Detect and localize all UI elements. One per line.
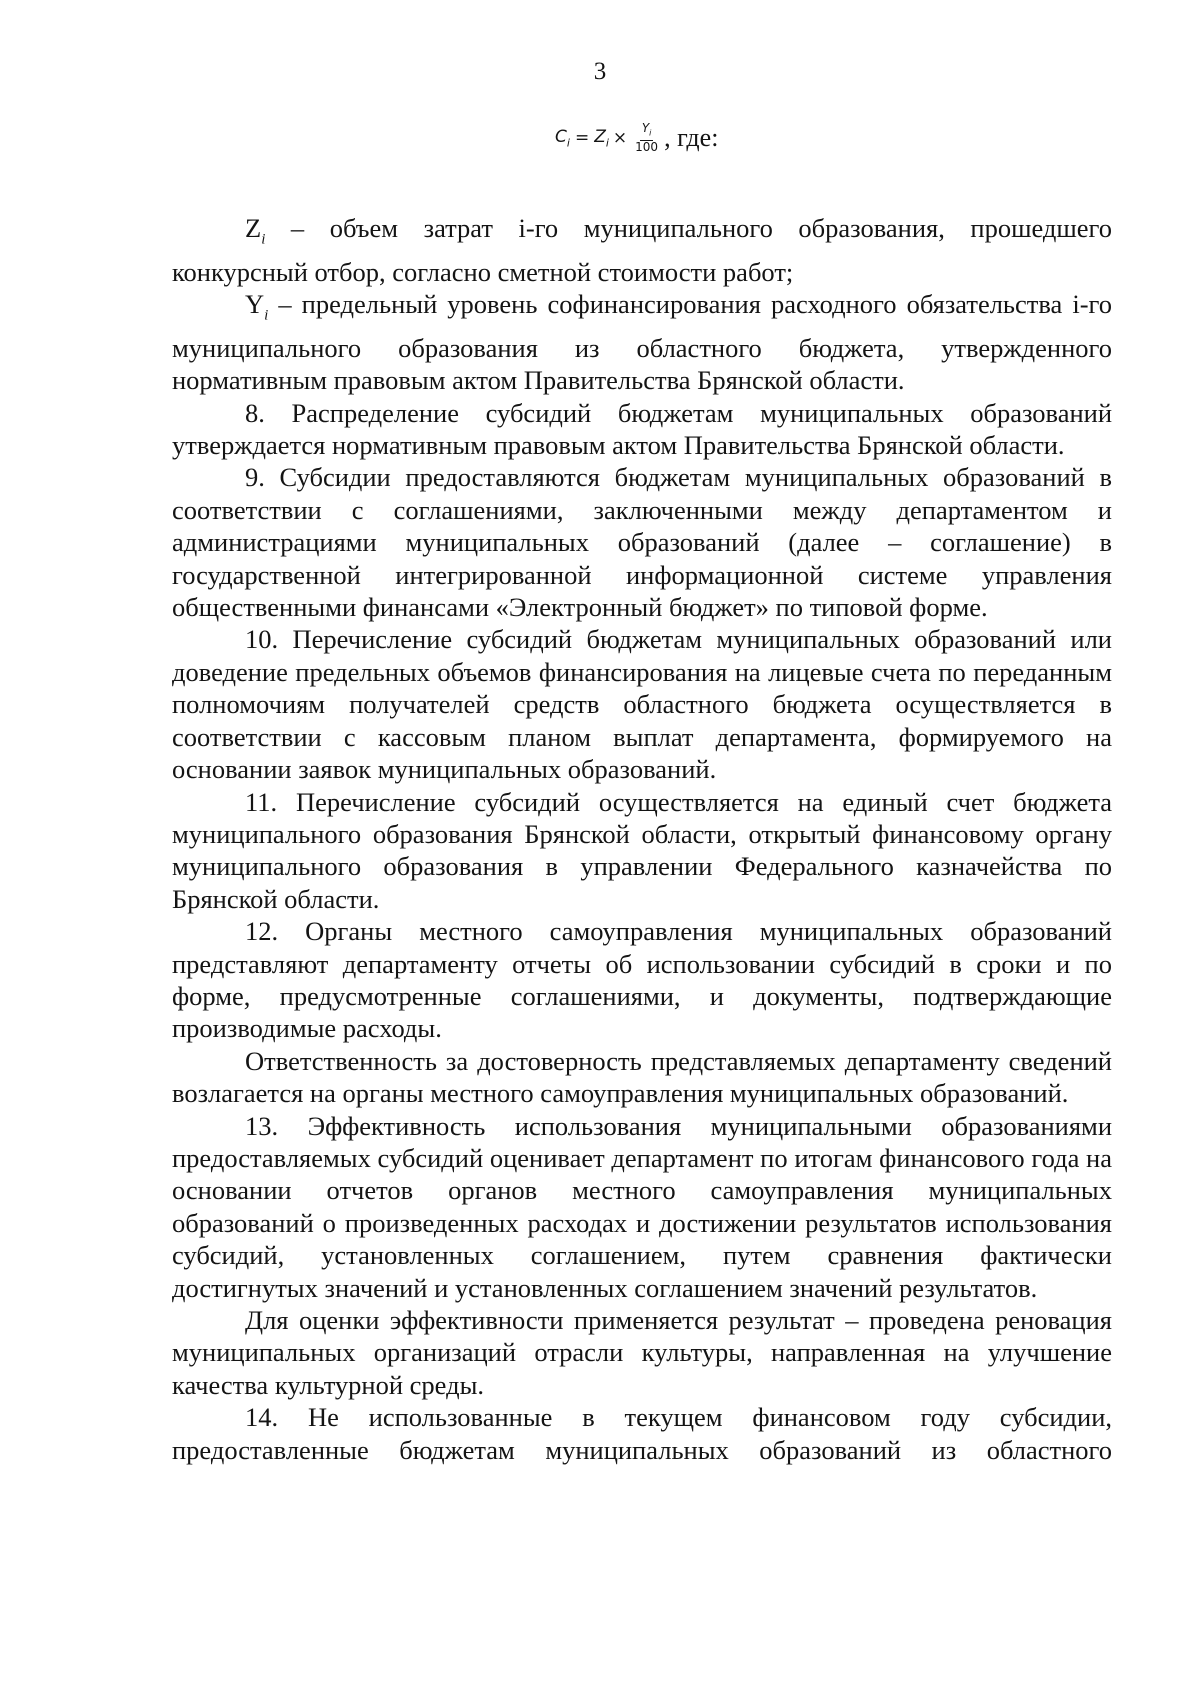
formula-expression [555, 122, 662, 153]
symbol-y: $Y_i$ [245, 289, 269, 324]
fraction-numerator: $Y_i$ [640, 122, 654, 140]
paragraph-11: 11. Перечисление субсидий осуществляется на единый счет бюджета муниципального образования Брянской области, открытый финансовому органу муниципального образования в управлении Федерального казначейства по Брянской области. [172, 786, 1112, 914]
document-body [172, 212, 1112, 1466]
paragraph-9: 9. Субсидии предоставляются бюджетам муниципальных образований в соответствии с соглашениями, заключенными между департаментом и администрациями муниципальных образований (далее – соглашение) в государственной интегрированной информационной системе управления общественными финансами «Электронный бюджет» по типовой форме. [172, 462, 1112, 623]
symbol-z: $Z_i$ [245, 213, 266, 248]
formula-tail: , где: [664, 123, 719, 152]
paragraph-14: 14. Не использованные в текущем финансовом году субсидии, предоставленные бюджетам муниципальных образований из областного [172, 1402, 1112, 1465]
paragraph-12-responsibility: Ответственность за достоверность представляемых департаменту сведений возлагается на органы местного самоуправления муниципальных образований. [172, 1045, 1112, 1109]
formula-z: $Z_i$ [594, 126, 609, 150]
paragraph-13: 13. Эффективность использования муниципальными образованиями предоставляемых субсидий оценивает департамент по итогам финансового года на основании отчетов органов местного самоуправления муниципальных образований о произведенных расходах и достижении результатов использования субсидий, установленных соглашением, путем сравнения фактически достигнутых значений и установленных соглашением значений результатов. [172, 1110, 1112, 1303]
paragraph-13-evaluation: Для оценки эффективности применяется результат – проведена реновация муниципальных организаций отрасли культуры, направленная на улучшение качества культурной среды. [172, 1305, 1112, 1400]
page-number: 3 [593, 58, 607, 85]
definition-z: $Z_i$ – объем затрат i-го муниципального образования, прошедшего конкурсный отбор, согласно сметной стоимости работ; [172, 213, 1112, 287]
formula-equals: = [574, 127, 590, 148]
paragraph-10: 10. Перечисление субсидий бюджетам муниципальных образований или доведение предельных объемов финансирования на лицевые счета по переданным полномочиям получателей средств областного бюджета осуществляется в соответствии с кассовым планом выплат департамента, формируемого на основании заявок муниципальных образований. [172, 624, 1112, 785]
formula-lhs: $C_i$ [555, 126, 570, 150]
formula-fraction [633, 122, 660, 153]
paragraph-12: 12. Органы местного самоуправления муниципальных образований представляют департаменту отчеты об использовании субсидий в сроки и по форме, предусмотренные соглашениями, и документы, подтверждающие производимые расходы. [172, 916, 1112, 1044]
fraction-denominator: 100 [635, 139, 659, 154]
paragraph-8: 8. Распределение субсидий бюджетам муниципальных образований утверждается нормативным правовым актом Правительства Брянской области. [172, 397, 1112, 461]
subsidy-formula [555, 113, 718, 163]
formula-times: × [612, 127, 628, 148]
definition-y: $Y_i$ – предельный уровень софинансирования расходного обязательства i-го муниципального образования из областного бюджета, утвержденного нормативным правовым актом Правительства Брянской области. [172, 289, 1112, 396]
